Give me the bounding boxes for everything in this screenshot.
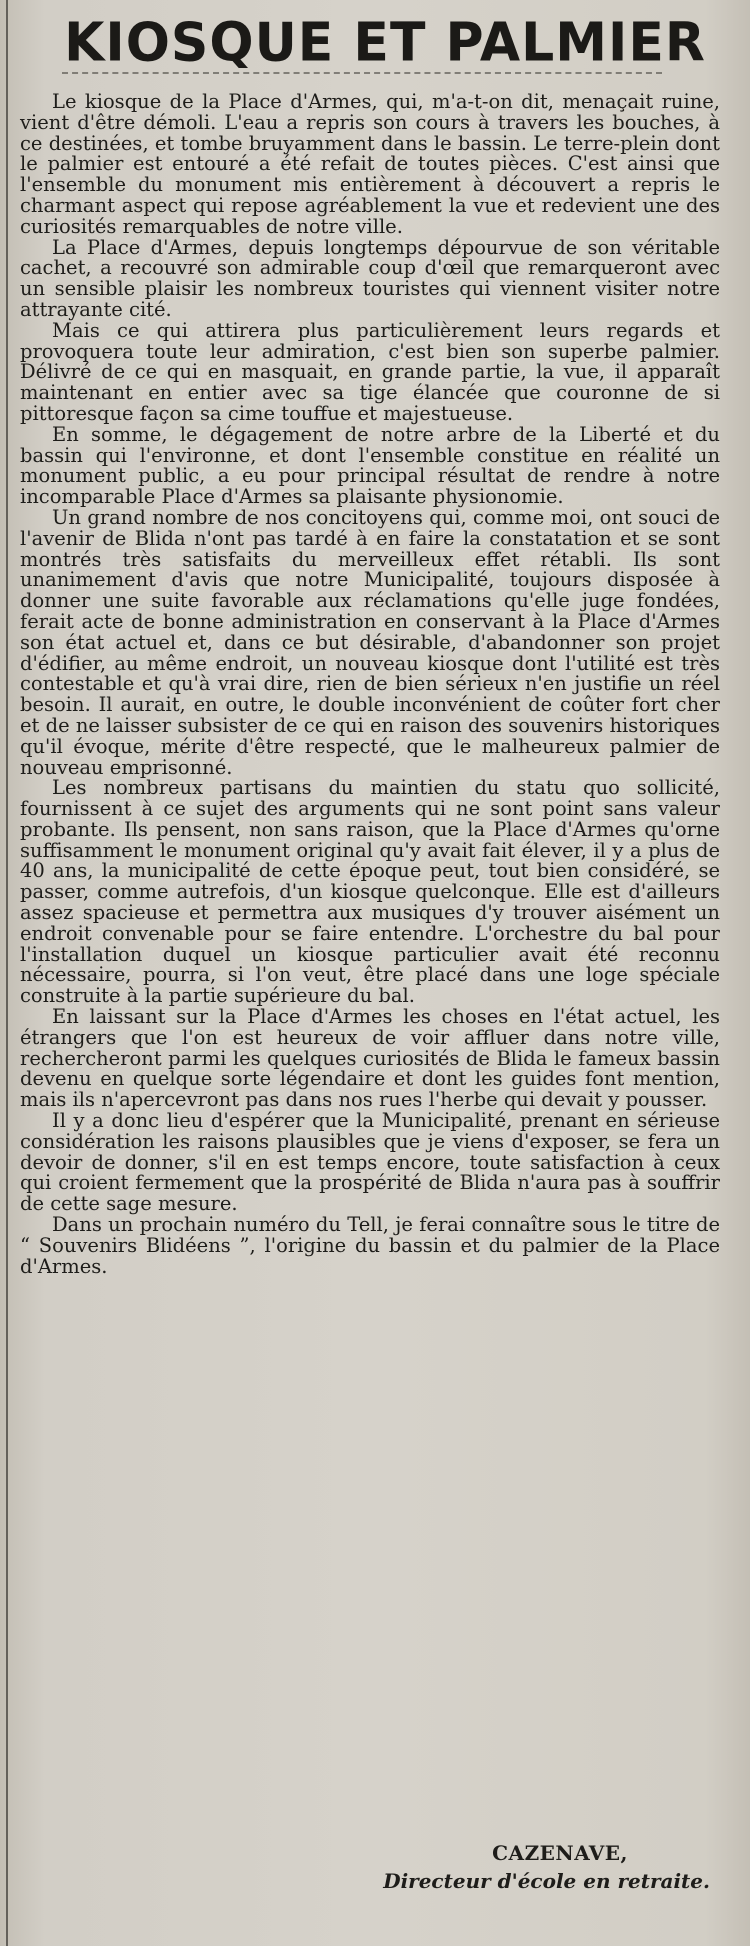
author-title: Directeur d'école en retraite.	[383, 1869, 710, 1893]
article-paragraph: En laissant sur la Place d'Armes les choses en l'état actuel, les étrangers que l'on est heureux de voir affluer dans notre ville, rechercheront parmi les quelques curiosités de Blida le fameux bassin devenu en quelque sorte légendaire et dont les guides font mention, mais ils n'apercevront pas dans nos rues l'herbe qui devait y pousser.	[20, 1005, 720, 1112]
article-paragraph: Le kiosque de la Place d'Armes, qui, m'a-t-on dit, menaçait ruine, vient d'être démoli. L'eau a repris son cours à travers les bouches, à ce destinées, et tombe bruyamment dans le bassin. Le terre-plein dont le palmier est entouré a été refait de toutes pièces. C'est ainsi que l'ensemble du monument mis entièrement à découvert a repris le charmant aspect qui repose agréablement la vue et redevient une des curiosités remarquables de notre ville.	[20, 90, 720, 238]
article-paragraph: En somme, le dégagement de notre arbre de la Liberté et du bassin qui l'environne, et dont l'ensemble constitue en réalité un monument public, a eu pour principal résultat de rendre à notre incomparable Place d'Armes sa plaisante physionomie.	[20, 422, 720, 509]
article-signature	[20, 1840, 710, 1896]
headline-underline	[62, 72, 662, 74]
article-paragraph: Les nombreux partisans du maintien du statu quo sollicité, fournissent à ce sujet des arguments qui ne sont point sans valeur probante. Ils pensent, non sans raison, que la Place d'Armes qu'orne suffisamment le monument original qu'y avait fait élever, il y a plus de 40 ans, la municipalité de cette époque peut, tout bien considéré, se passer, comme autrefois, d'un kiosque quelconque. Elle est d'ailleurs assez spacieuse et permettra aux musiques d'y trouver aisément un endroit convenable pour se faire entendre. L'orchestre du bal pour l'installation duquel un kiosque particulier avait été reconnu nécessaire, pourra, si l'on veut, être placé dans une loge spéciale construite à la partie supérieure du bal.	[20, 776, 720, 1008]
article-paragraph: Un grand nombre de nos concitoyens qui, comme moi, ont souci de l'avenir de Blida n'ont pas tardé à en faire la constatation et se sont montrés très satisfaits du merveilleux effet rétabli. Ils sont unanimement d'avis que notre Municipalité, toujours disposée à donner une suite favorable aux réclamations qu'elle juge fondées, ferait acte de bonne administration en conservant à la Place d'Armes son état actuel et, dans ce but désirable, d'abandonner son projet d'édifier, au même endroit, un nouveau kiosque dont l'utilité est très contestable et qu'à vrai dire, rien de bien sérieux n'en justifie un réel besoin. Il aurait, en outre, le double inconvénient de coûter fort cher et de ne laisser subsister de ce qui en raison des souvenirs historiques qu'il évoque, mérite d'être respecté, que le malheureux palmier de nouveau emprisonné.	[20, 505, 720, 779]
article-paragraph: La Place d'Armes, depuis longtemps dépourvue de son véritable cachet, a recouvré son admirable coup d'œil que remarqueront avec un sensible plaisir les nombreux touristes qui viennent visiter notre attrayante cité.	[20, 235, 720, 321]
article-headline: KIOSQUE ET PALMIER	[64, 12, 706, 74]
column-rule	[6, 0, 8, 1946]
article-body	[20, 92, 720, 1277]
article-paragraph: Il y a donc lieu d'espérer que la Municipalité, prenant en sérieuse considération les raisons plausibles que je viens d'exposer, se fera un devoir de donner, s'il en est temps encore, toute satisfaction à ceux qui croient fermement que la prospérité de Blida n'aura pas à souffrir de cette sage mesure.	[20, 1109, 720, 1216]
article-paragraph: Dans un prochain numéro du Tell, je ferai connaître sous le titre de “ Souvenirs Blidéens ”, l'origine du bassin et du palmier de la Place d'Armes.	[20, 1213, 720, 1278]
author-name: CAZENAVE,	[492, 1841, 628, 1865]
article-paragraph: Mais ce qui attirera plus particulièrement leurs regards et provoquera toute leur admiration, c'est bien son superbe palmier. Délivré de ce qui en masquait, en grande partie, la vue, il apparaît maintenant en entier avec sa tige élancée que couronne de si pittoresque façon sa cime touffue et majestueuse.	[20, 318, 720, 425]
